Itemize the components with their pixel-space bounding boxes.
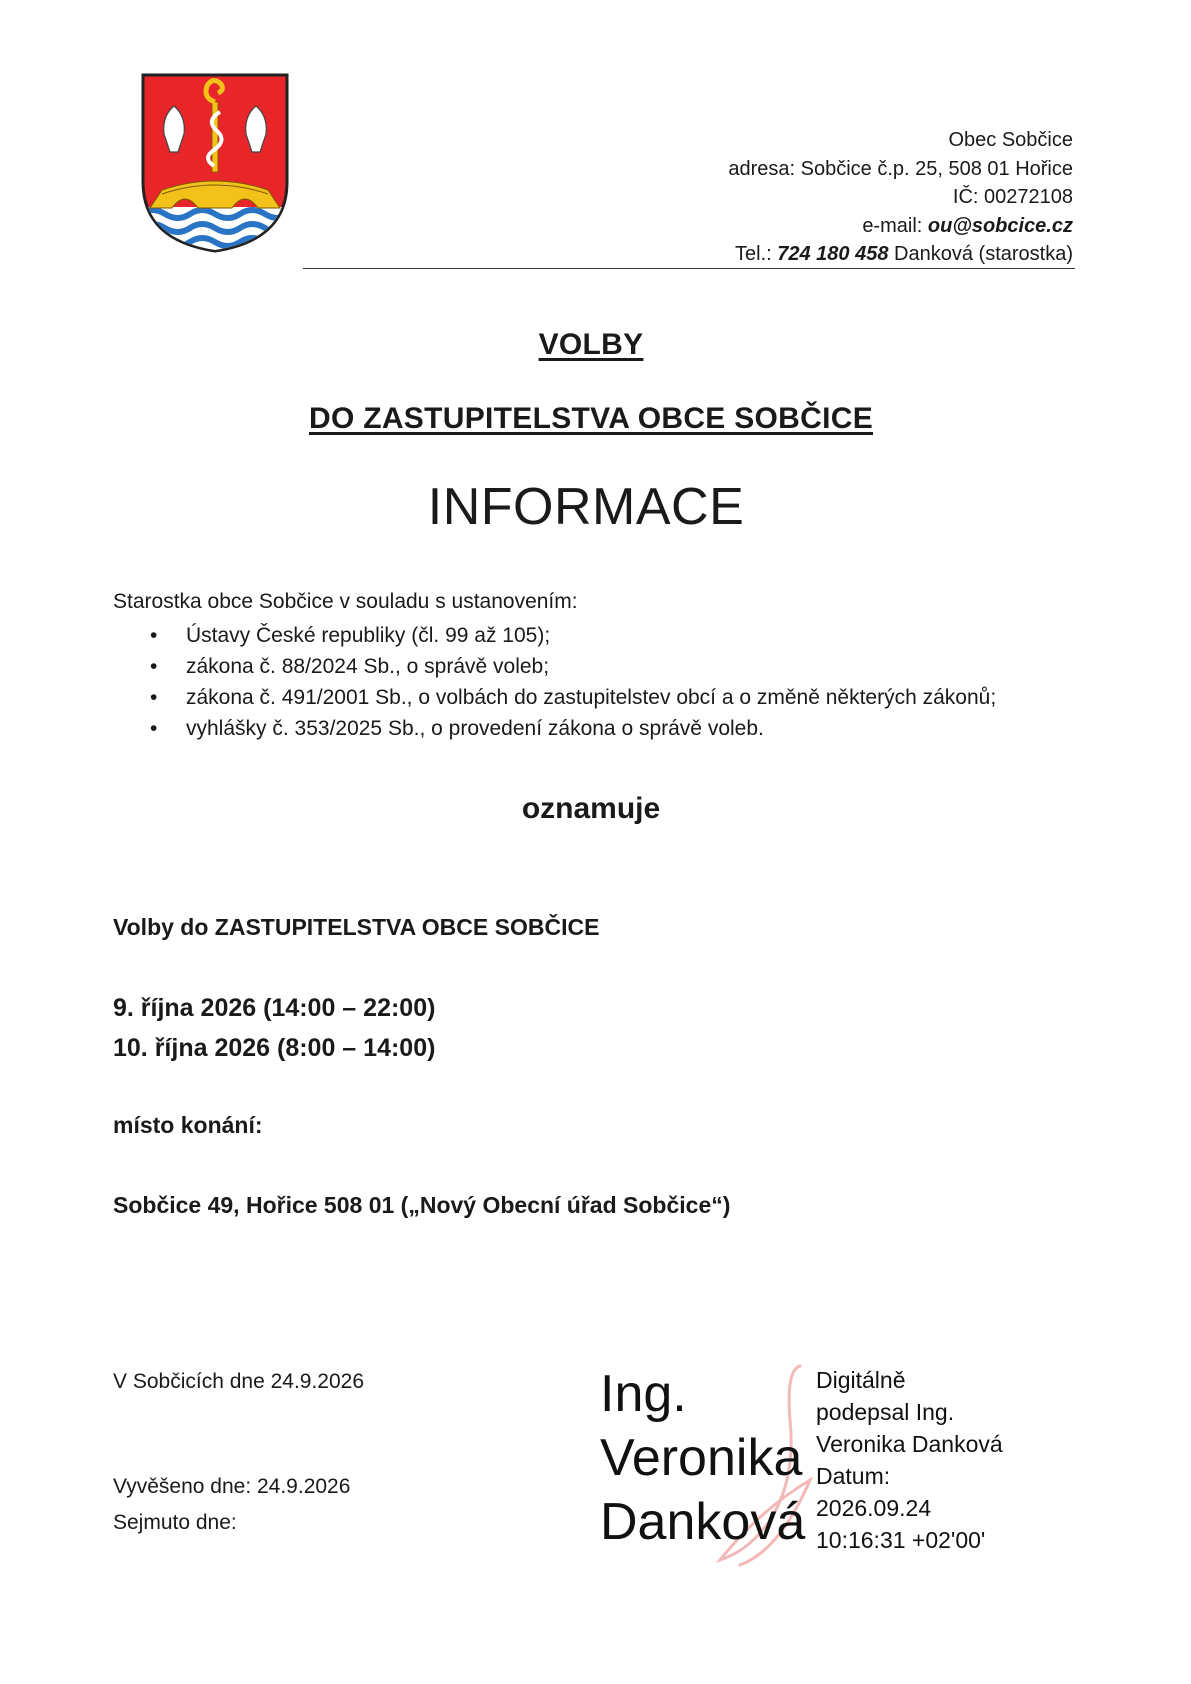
organization-email-line [728, 212, 1073, 241]
list-item [150, 682, 996, 713]
bullet-icon: • [150, 624, 158, 647]
signer-name-line: Ing. [600, 1365, 687, 1423]
email-address[interactable]: ou@sobcice.cz [927, 214, 1073, 237]
election-title: Volby do ZASTUPITELSTVA OBCE SOBČICE [113, 914, 600, 940]
sign-place-date: V Sobčicích dne 24.9.2026 [113, 1370, 365, 1393]
organization-contact-block [728, 126, 1073, 269]
list-item [150, 651, 996, 682]
signature-detail-line: Digitálně [816, 1367, 906, 1393]
page-title: INFORMACE [427, 478, 745, 536]
posted-date: Vyvěšeno dne: 24.9.2026 [113, 1475, 351, 1498]
place-label: místo konání: [113, 1112, 263, 1138]
signature-detail-line: 10:16:31 +02'00' [816, 1527, 986, 1553]
email-label: e-mail: [862, 214, 928, 237]
removed-date: Sejmuto dne: [113, 1511, 237, 1534]
bullet-icon: • [150, 655, 158, 678]
signer-name [600, 1362, 805, 1554]
signature-detail-line: 2026.09.24 [816, 1495, 932, 1521]
signature-details [816, 1364, 1003, 1556]
signature-detail-line: podepsal Ing. [816, 1399, 955, 1425]
phone-label: Tel.: [735, 243, 778, 265]
law-text: zákona č. 491/2001 Sb., o volbách do zastupitelstev obcí a o změně některých zákonů; [186, 686, 997, 709]
organization-ic: IČ: 00272108 [952, 186, 1073, 208]
signature-detail-line: Veronika Danková [816, 1431, 1003, 1457]
signature-detail-line: Datum: [816, 1463, 891, 1489]
organization-phone-line [728, 240, 1073, 269]
phone-number: 724 180 458 [777, 243, 889, 265]
election-date-2: 10. října 2026 (8:00 – 14:00) [113, 1034, 436, 1062]
election-date-1: 9. října 2026 (14:00 – 22:00) [113, 994, 436, 1022]
law-text: zákona č. 88/2024 Sb., o správě voleb; [186, 655, 550, 678]
title-volby: VOLBY [538, 328, 644, 361]
law-list [150, 620, 996, 744]
header-divider [303, 268, 1075, 269]
law-text: Ústavy České republiky (čl. 99 až 105); [186, 624, 551, 647]
bullet-icon: • [150, 717, 158, 740]
coat-of-arms-icon [140, 72, 290, 254]
list-item [150, 620, 996, 651]
title-council: DO ZASTUPITELSTVA OBCE SOBČICE [308, 402, 874, 435]
signer-name-line: Danková [600, 1493, 806, 1551]
organization-address: adresa: Sobčice č.p. 25, 508 01 Hořice [728, 157, 1073, 180]
bullet-icon: • [150, 686, 158, 709]
organization-name: Obec Sobčice [948, 129, 1073, 151]
election-place: Sobčice 49, Hořice 508 01 („Nový Obecní úřad Sobčice“) [113, 1192, 731, 1218]
list-item [150, 713, 996, 744]
law-text: vyhlášky č. 353/2025 Sb., o provedení zákona o správě voleb. [186, 717, 764, 740]
phone-contact-person: Danková (starostka) [888, 243, 1073, 265]
signer-name-line: Veronika [600, 1429, 803, 1487]
announce-heading: oznamuje [521, 792, 661, 825]
intro-text: Starostka obce Sobčice v souladu s ustanovením: [113, 590, 578, 613]
